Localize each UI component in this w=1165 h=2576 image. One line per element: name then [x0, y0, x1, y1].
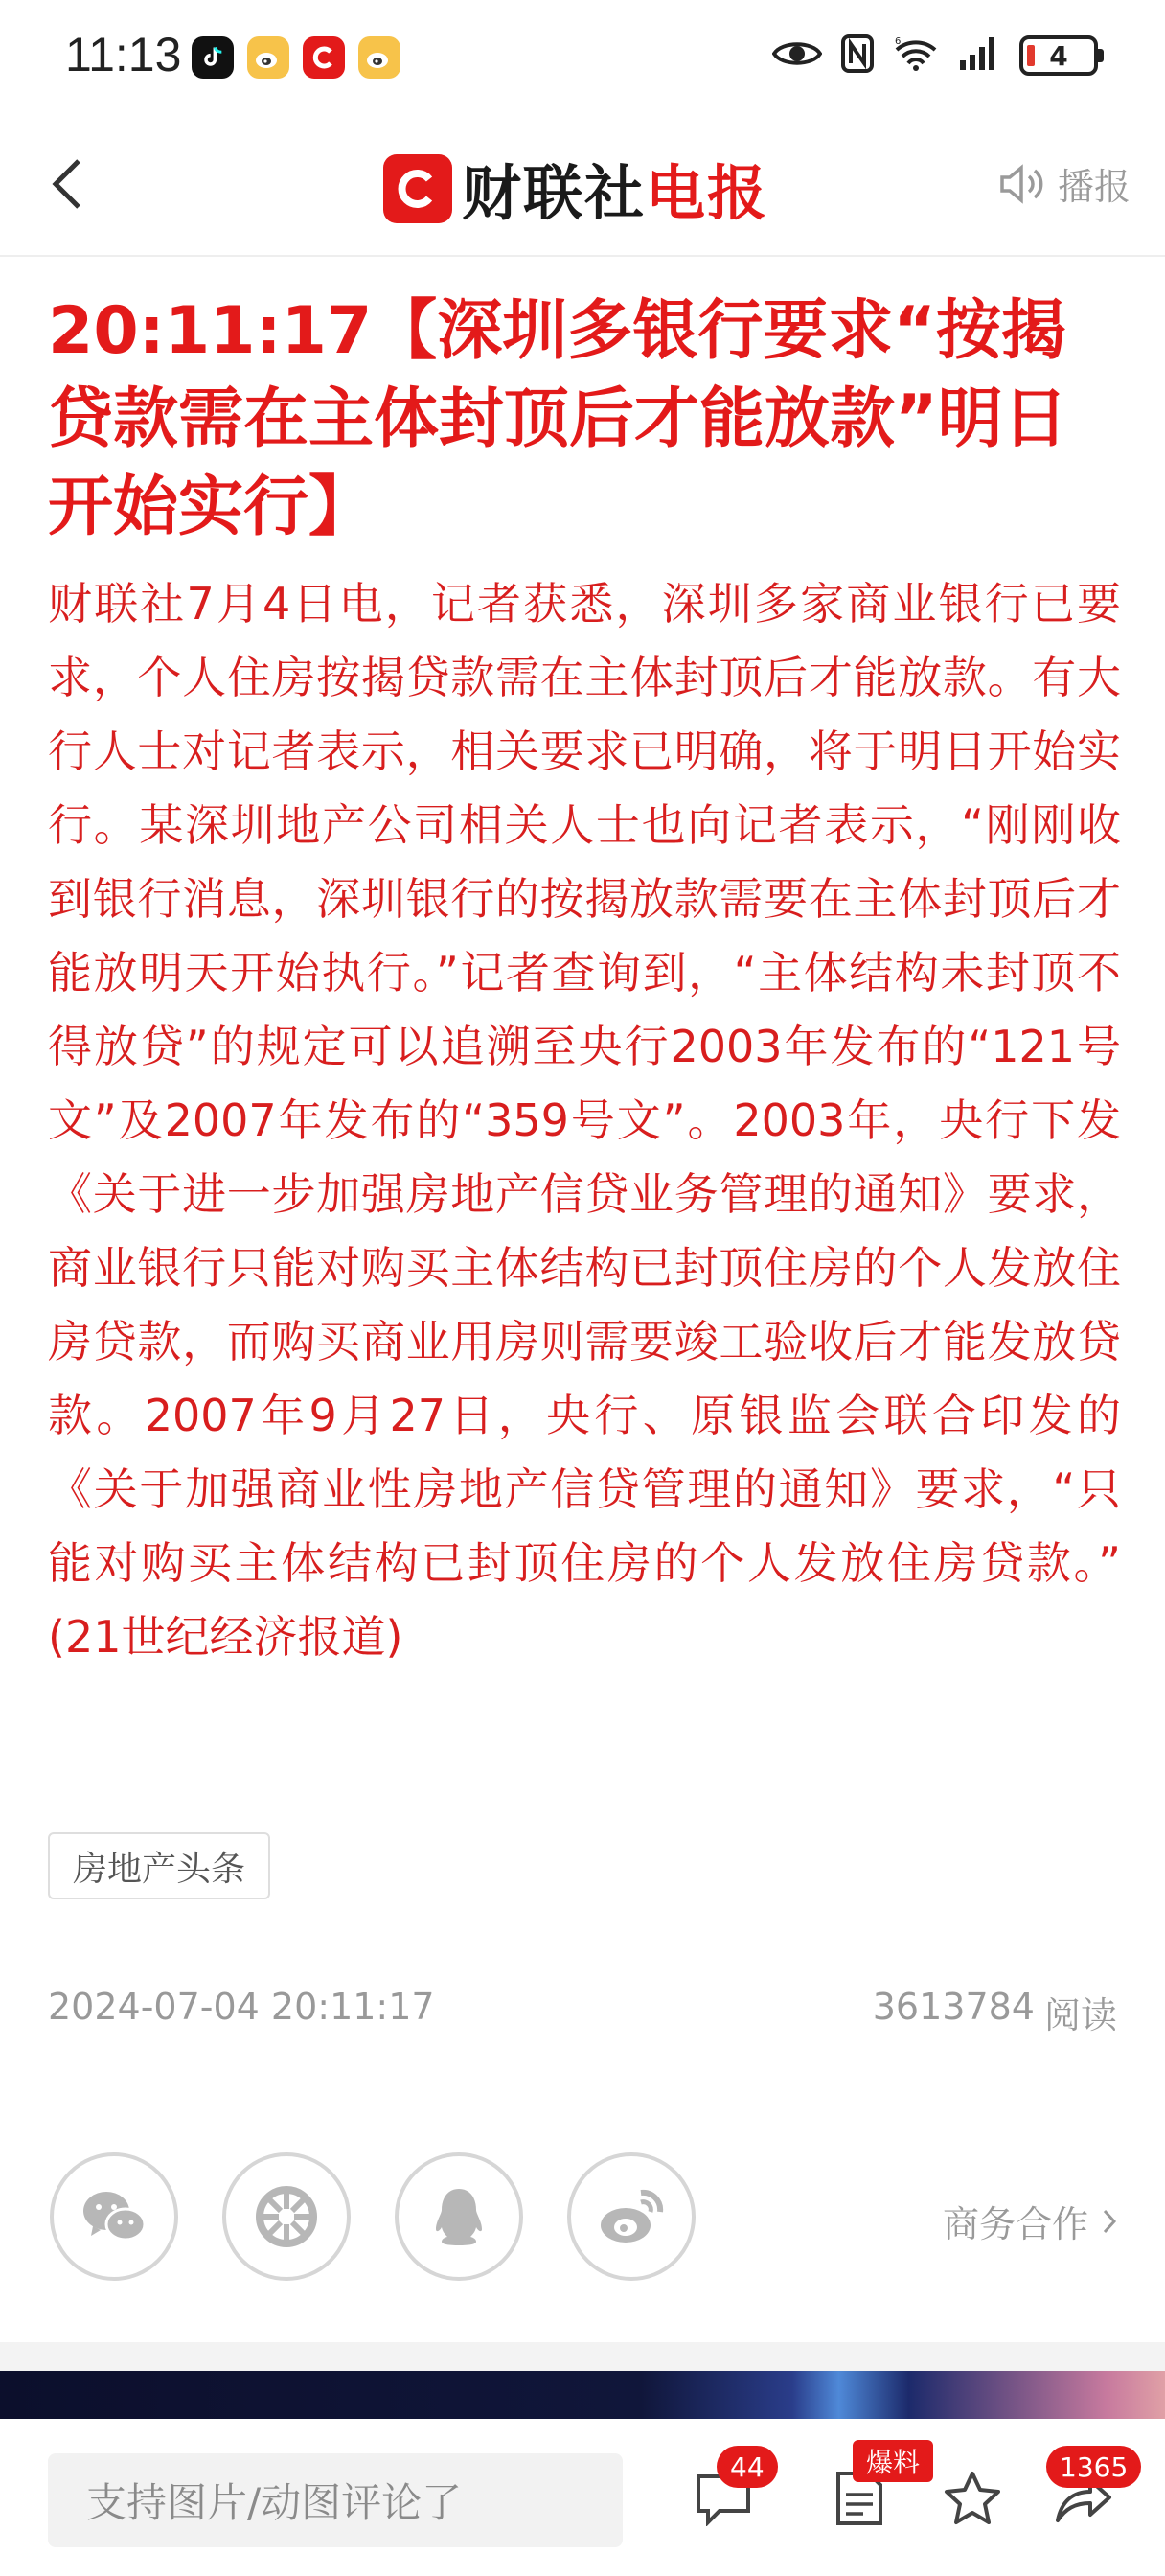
- bottom-action-bar: [0, 2419, 1165, 2576]
- read-count-value: 3613784: [872, 1986, 1035, 2028]
- favorite-button[interactable]: [939, 2465, 1006, 2532]
- status-app-icons: [192, 36, 400, 79]
- comment-count-badge: 44: [717, 2446, 778, 2488]
- share-moments-button[interactable]: [222, 2152, 351, 2281]
- share-row: [50, 2152, 696, 2281]
- publish-date: 2024-07-04 20:11:17: [48, 1986, 435, 2028]
- status-time: 11:13: [65, 28, 182, 81]
- section-divider: [0, 2342, 1165, 2371]
- wechat-icon: [80, 2186, 148, 2247]
- business-cooperation-label: 商务合作: [942, 2203, 1088, 2245]
- cls-logo-icon: [383, 154, 452, 223]
- status-bar: [0, 0, 1165, 115]
- share-qq-button[interactable]: [395, 2152, 523, 2281]
- tiktok-icon: [192, 36, 234, 79]
- back-button[interactable]: [38, 153, 96, 215]
- article-body: 财联社7月4日电，记者获悉，深圳多家商业银行已要求，个人住房按揭贷款需在主体封顶后才能放款。有大行人士对记者表示，相关要求已明确，将于明日开始实行。某深圳地产公司相关人士也向记者表示，“刚刚收到银行消息，深圳银行的按揭放款需要在主体封顶后才能放明天开始执行。”记者查询到，“主体结构未封顶不得放贷”的规定可以追溯至央行2003年发布的“121号文”及2007年发布的“359号文”。2003年，央行下发《关于进一步加强房地产信贷业务管理的通知》要求，商业银行只能对购买主体结构已封顶住房的个人发放住房贷款，而购买商业用房则需要竣工验收后才能发放贷款。2007年9月27日，央行、原银监会联合印发的《关于加强商业性房地产信贷管理的通知》要求，“只能对购买主体结构已封顶住房的个人发放住房贷款。” (21世纪经济报道): [48, 578, 1121, 1663]
- share-count-badge: 1365: [1046, 2446, 1141, 2488]
- comment-input[interactable]: [48, 2453, 623, 2547]
- share-weibo-button[interactable]: [567, 2152, 696, 2281]
- moments-icon: [255, 2185, 318, 2248]
- wifi-icon: [893, 34, 939, 77]
- weibo-app-icon: [358, 36, 400, 79]
- eye-icon: [772, 37, 822, 74]
- brand-channel: 电报: [646, 158, 769, 228]
- speaker-icon: [998, 164, 1044, 204]
- chevron-left-icon: [50, 157, 84, 211]
- business-cooperation-link[interactable]: [943, 2195, 1117, 2247]
- share-wechat-button[interactable]: [50, 2152, 178, 2281]
- star-icon: [943, 2470, 1002, 2527]
- svg-text:6: 6: [895, 36, 902, 47]
- signal-icon: [958, 35, 1000, 76]
- brand-name: 财联社: [462, 158, 647, 228]
- topic-tag[interactable]: 房地产头条: [48, 1832, 270, 1899]
- qq-icon: [432, 2185, 486, 2248]
- top-nav-bar: [0, 115, 1165, 257]
- ad-banner[interactable]: [0, 2371, 1165, 2419]
- brand-logo: [383, 146, 768, 231]
- weibo-icon: [597, 2187, 666, 2246]
- chevron-right-icon: [1102, 2208, 1117, 2235]
- article: [48, 288, 1121, 1674]
- tipoff-badge: 爆料: [853, 2440, 933, 2482]
- comment-placeholder: 支持图片/动图评论了: [86, 2479, 463, 2526]
- status-indicators: [772, 34, 1098, 77]
- read-count-label: 阅读: [1043, 1994, 1117, 2036]
- broadcast-button[interactable]: [998, 157, 1131, 210]
- broadcast-label: 播报: [1057, 166, 1131, 208]
- weibo-app-icon: [247, 36, 289, 79]
- article-headline: 20:11:17【深圳多银行要求“按揭贷款需在主体封顶后才能放款”明日开始实行】: [48, 293, 1068, 545]
- brand-title: [462, 146, 768, 231]
- nfc-icon: [841, 34, 874, 77]
- battery-indicator: 4: [1019, 35, 1098, 76]
- cls-app-icon: [303, 36, 345, 79]
- read-count: [873, 1986, 1117, 2038]
